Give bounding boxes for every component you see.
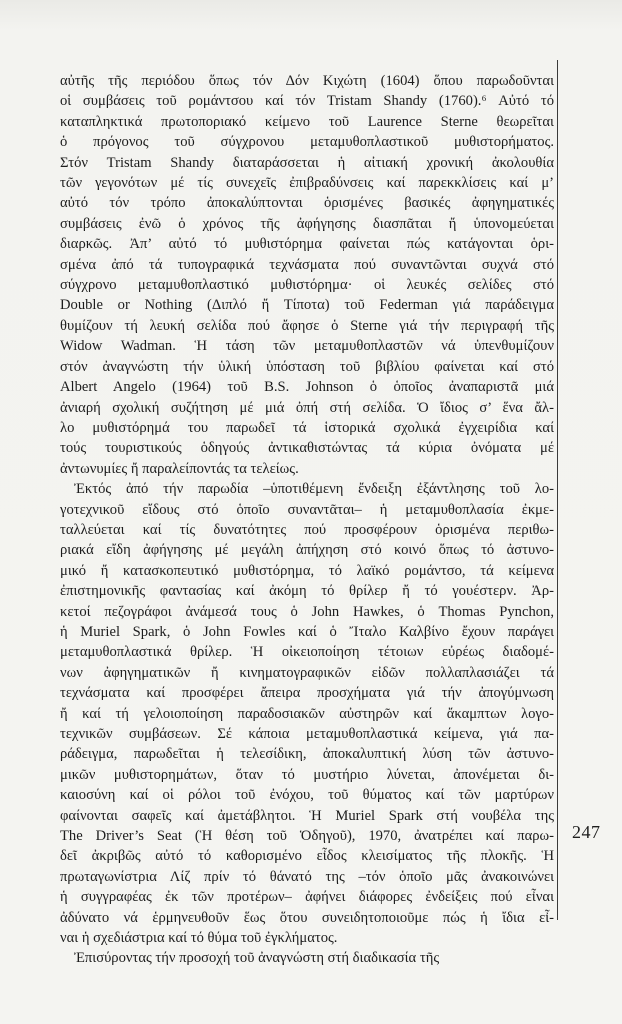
text-line: ἐπιστημονικῆς φαντασίας καί ἀκόμη τό θρίλερ ἤ τό γουέστερν. Ἀρ- bbox=[60, 583, 554, 600]
text-line: Double or Nothing (Διπλό ἤ Τίποτα) τοῦ Federman γιά παράδειγμα bbox=[60, 297, 554, 314]
text-line: τεχνάσματα καί προσφέρει ἄπειρα προσχήματα γιά τήν ἀπογύμνωση bbox=[60, 685, 554, 702]
margin-rule bbox=[557, 60, 558, 920]
text-line: μικῶν μυθιστορημάτων, ὅταν τό μυστήριο λύνεται, ἀπονέμεται δι- bbox=[60, 766, 554, 783]
text-line: The Driver’s Seat (Ἡ θέση τοῦ Ὁδηγοῦ), 1970, ἀνατρέπει καί παρω- bbox=[60, 828, 554, 845]
text-line: σύγχρονο μεταμυθοπλαστικό μυθιστόρημα· οἱ λευκές σελίδες στό bbox=[60, 277, 554, 294]
text-line: αὐτῆς τῆς περιόδου ὅπως τόν Δόν Κιχώτη (1604) ὅπου παρωδοῦνται bbox=[60, 73, 554, 89]
text-line: αὐτό τόν τρόπο ἀποκαλύπτονται ὁρισμένες βασικές ἀφηγηματικές bbox=[60, 195, 554, 212]
text-line: Widow Wadman. Ἡ τάση τῶν μεταμυθοπλαστῶν νά ὑπενθυμίζουν bbox=[60, 338, 554, 355]
body-text bbox=[60, 71, 554, 969]
text-line: ἡ Muriel Spark, ὁ John Fowles καί ὁ Ἴταλο Καλβίνο ἔχουν παράγει bbox=[60, 623, 554, 640]
text-line: τούς τουριστικούς ὁδηγούς ἀντικαθιστώντας τά κύρια ὀνόματα μέ bbox=[60, 440, 554, 457]
text-line: Ἐπισύροντας τήν προσοχή τοῦ ἀναγνώστη στή διαδικασία τῆς bbox=[74, 950, 440, 967]
text-line: σμένα ἀπό τά τυπογραφικά τεχνάσματα πού συναντῶνται συχνά στό bbox=[60, 256, 554, 273]
text-line: διαρκῶς. Ἀπ’ αὐτό τό μυθιστόρημα φαίνεται πώς κατάγονται ὁρι- bbox=[60, 236, 554, 253]
text-line: ἀδύνατο νά ἑρμηνευθοῦν ἕως ὅτου συνειδητοποιοῦμε πώς ἡ ἴδια εἶ- bbox=[60, 909, 554, 926]
text-line: πρωταγωνίστρια Λίζ πρίν τό θάνατό της –τόν ὁποῖο μᾶς ἀνακοινώνει bbox=[60, 868, 554, 885]
text-line: στόν ἀναγνώστη τήν ὑλική ὑπόσταση τοῦ βιβλίου φαίνεται καί στό bbox=[60, 358, 554, 375]
text-line: κετοί πεζογράφοι ἀνάμεσά τους ὁ John Hawkes, ὁ Thomas Pynchon, bbox=[60, 603, 554, 620]
text-line: μεταμυθοπλαστικά θρίλερ. Ἡ οἰκειοποίηση τέτοιων εὐρέως διαδομέ- bbox=[60, 644, 554, 661]
text-line: οἱ συμβάσεις τοῦ ρομάντσου καί τόν Tristam Shandy (1760).⁶ Αὐτό τό bbox=[60, 93, 554, 110]
text-line: δεῖ ἀκριβῶς αὐτό τό καθορισμένο εἶδος κλεισίματος τῆς πλοκῆς. Ἡ bbox=[60, 848, 554, 865]
paragraph-2 bbox=[60, 479, 554, 948]
text-line: Ἐκτός ἀπό τήν παρωδία –ὑποτιθέμενη ἔνδειξη ἐξάντλησης τοῦ λο- bbox=[74, 481, 554, 498]
text-line: θυμίζουν τή λευκή σελίδα πού ἄφησε ὁ Sterne γιά τήν περιγραφή τῆς bbox=[60, 317, 554, 334]
text-line: ὁ πρόγονος τοῦ σύγχρονου μεταμυθοπλαστικοῦ μυθιστορήματος. bbox=[60, 134, 554, 151]
text-line: ἡ συγγραφέας ἐκ τῶν προτέρων– ἀφήνει διάφορες ἐνδείξεις πού εἶναι bbox=[60, 889, 554, 906]
text-line: μικό ἤ κατασκοπευτικό μυθιστόρημα, τό λαϊκό ρομάντσο, τά κείμενα bbox=[60, 562, 554, 579]
paragraph-1 bbox=[60, 71, 554, 479]
text-line: ριακά εἴδη ἀφήγησης μέ μεγάλη ἀπήχηση στό κοινό ὅπως τό ἀστυνο- bbox=[60, 542, 554, 559]
paragraph-3 bbox=[60, 948, 554, 968]
text-line: τῶν γεγονότων μέ τίς συνεχεῖς ἐπιβραδύνσεις καί παρεκκλίσεις καί μ’ bbox=[60, 175, 554, 192]
text-line: λο μυθιστόρημά του παρωδεῖ τά ἱστορικά σχολικά ἐγχειρίδια καί bbox=[60, 419, 554, 436]
text-line: ράδειγμα, παρωδεῖται ἡ τελεσίδικη, ἀποκαλυπτική λύση τῶν ἀστυνο- bbox=[60, 746, 554, 763]
text-line: νων ἀφηγηματικῶν ἤ κινηματογραφικῶν εἰδῶν πολλαπλασιάζει τά bbox=[60, 664, 554, 681]
text-line: ναι ἡ σχεδιάστρια καί τό θύμα τοῦ ἐγκλήματος. bbox=[60, 930, 338, 947]
text-line: ταλλεύεται καί τίς δυνατότητες πού προσφέρουν ὁρισμένα περιθω- bbox=[60, 521, 554, 538]
text-line: γοτεχνικοῦ εἴδους στό ὁποῖο συναντᾶται– ἡ μεταμυθοπλασία ἐκμε- bbox=[60, 501, 554, 518]
text-line: Albert Angelo (1964) τοῦ B.S. Johnson ὁ ὁποῖος ἀναπαριστᾶ μιά bbox=[60, 379, 554, 396]
text-line: Στόν Tristam Shandy διαταράσσεται ἡ αἰτιακή χρονική ἀκολουθία bbox=[60, 154, 554, 171]
text-line: τεχνικῶν συμβάσεων. Σέ κάποια μεταμυθοπλαστικά κείμενα, γιά πα- bbox=[60, 726, 554, 742]
text-line: ἀντωνυμίες ἤ παραλείποντάς τα τελείως. bbox=[60, 460, 299, 477]
text-line: φαίνονται σαφεῖς καί ἀμετάβλητοι. Ἡ Muriel Spark στή νουβέλα της bbox=[60, 807, 554, 824]
text-line: καταπληκτικά πρωτοποριακό κείμενο τοῦ Laurence Sterne θεωρεῖται bbox=[60, 113, 554, 130]
page-number: 247 bbox=[572, 822, 601, 842]
text-line: καιοσύνη καί οἱ ρόλοι τοῦ ἐνόχου, τοῦ θύματος καί τῶν μαρτύρων bbox=[60, 787, 554, 804]
text-line: ἀνιαρή σχολική συζήτηση μέ μιά ὀπή στή σελίδα. Ὁ ἴδιος σ’ ἕνα ἄλ- bbox=[60, 399, 554, 416]
text-line: ἤ καί τή γελοιοποίηση παραδοσιακῶν αὐστηρῶν καί ἄκαμπτων λογο- bbox=[60, 705, 554, 722]
text-line: συμβάσεις ἐνῶ ὁ χρόνος τῆς ἀφήγησης διασπᾶται ἤ ὑπονομεύεται bbox=[60, 215, 554, 232]
